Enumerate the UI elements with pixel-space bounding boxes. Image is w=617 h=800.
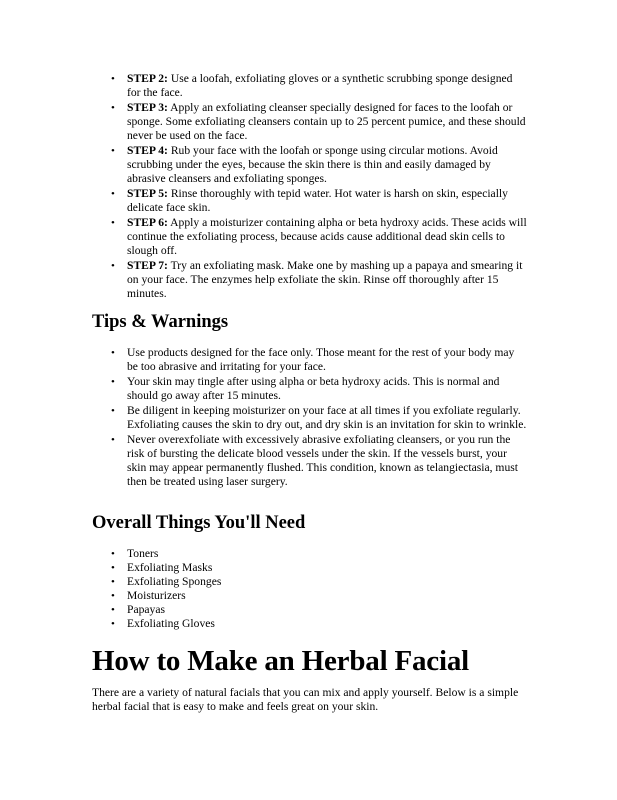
- bullet: •: [111, 145, 115, 157]
- step-text: Apply an exfoliating cleanser specially designed for faces to the loofah or sponge. Some exfoliating cleansers contain up to 25 percent pumice, and these should never be used on the face.: [127, 101, 526, 142]
- bullet: •: [111, 102, 115, 114]
- step-label: STEP 3:: [127, 101, 168, 114]
- needs-list: [0, 547, 527, 631]
- bullet: •: [111, 260, 115, 272]
- list-item: [0, 575, 527, 589]
- step-label: STEP 7:: [127, 259, 168, 272]
- tip-text: Use products designed for the face only. Those meant for the rest of your body may be too abrasive and irritating for your face.: [127, 346, 515, 373]
- step-text: Try an exfoliating mask. Make one by mashing up a papaya and smearing it on your face. The enzymes help exfoliate the skin. Rinse off thoroughly after 15 minutes.: [127, 259, 523, 300]
- step-text: Rinse thoroughly with tepid water. Hot water is harsh on skin, especially delicate face skin.: [127, 187, 508, 214]
- need-text: Moisturizers: [127, 589, 186, 602]
- step-label: STEP 2:: [127, 72, 168, 85]
- bullet: •: [111, 347, 115, 359]
- bullet: •: [111, 562, 115, 574]
- tip-text: Your skin may tingle after using alpha or beta hydroxy acids. This is normal and should go away after 15 minutes.: [127, 375, 500, 402]
- list-item: [0, 187, 527, 215]
- list-item: [0, 617, 527, 631]
- step-text: Rub your face with the loofah or sponge using circular motions. Avoid scrubbing under the eyes, because the skin there is thin and easily damaged by abrasive cleansers and exfoliating sponges.: [127, 144, 498, 185]
- bullet: •: [111, 434, 115, 446]
- list-item: [0, 72, 527, 100]
- list-item: [0, 259, 527, 301]
- needs-heading: Overall Things You'll Need: [92, 513, 306, 533]
- step-text: Use a loofah, exfoliating gloves or a synthetic scrubbing sponge designed for the face.: [127, 72, 513, 99]
- bullet: •: [111, 618, 115, 630]
- list-item: [0, 561, 527, 575]
- list-item: [0, 603, 527, 617]
- bullet: •: [111, 376, 115, 388]
- list-item: [0, 404, 527, 432]
- bullet: •: [111, 576, 115, 588]
- list-item: [0, 589, 527, 603]
- list-item: [0, 375, 527, 403]
- tips-heading: Tips & Warnings: [92, 312, 229, 332]
- steps-list: [0, 72, 527, 302]
- list-item: [0, 433, 527, 489]
- list-item: [0, 144, 527, 186]
- section-title: How to Make an Herbal Facial: [92, 645, 469, 677]
- step-label: STEP 4:: [127, 144, 168, 157]
- step-label: STEP 5:: [127, 187, 168, 200]
- step-text: Apply a moisturizer containing alpha or beta hydroxy acids. These acids will continue the exfoliating process, because acids cause additional dead skin cells to slough off.: [127, 216, 527, 257]
- bullet: •: [111, 604, 115, 616]
- bullet: •: [111, 188, 115, 200]
- list-item: [0, 216, 527, 258]
- intro-paragraph: There are a variety of natural facials that you can mix and apply yourself. Below is a simple herbal facial that is easy to make and feels great on your skin.: [92, 686, 519, 713]
- bullet: •: [111, 217, 115, 229]
- tip-text: Be diligent in keeping moisturizer on your face at all times if you exfoliate regularly. Exfoliating causes the skin to dry out, and dry skin is an invitation for skin to wrinkle.: [127, 404, 527, 431]
- bullet: •: [111, 590, 115, 602]
- step-label: STEP 6:: [127, 216, 168, 229]
- need-text: Exfoliating Gloves: [127, 617, 215, 630]
- need-text: Toners: [127, 547, 159, 560]
- list-item: [0, 547, 527, 561]
- tips-list: [0, 346, 527, 490]
- tip-text: Never overexfoliate with excessively abrasive exfoliating cleansers, or you run the risk of bursting the delicate blood vessels under the skin. If the vessels burst, your skin may appear permanently flushed. This condition, known as telangiectasia, must then be treated using laser surgery.: [127, 433, 518, 488]
- list-item: [0, 101, 527, 143]
- need-text: Papayas: [127, 603, 165, 616]
- need-text: Exfoliating Sponges: [127, 575, 222, 588]
- bullet: •: [111, 405, 115, 417]
- bullet: •: [111, 73, 115, 85]
- need-text: Exfoliating Masks: [127, 561, 213, 574]
- list-item: [0, 346, 527, 374]
- bullet: •: [111, 548, 115, 560]
